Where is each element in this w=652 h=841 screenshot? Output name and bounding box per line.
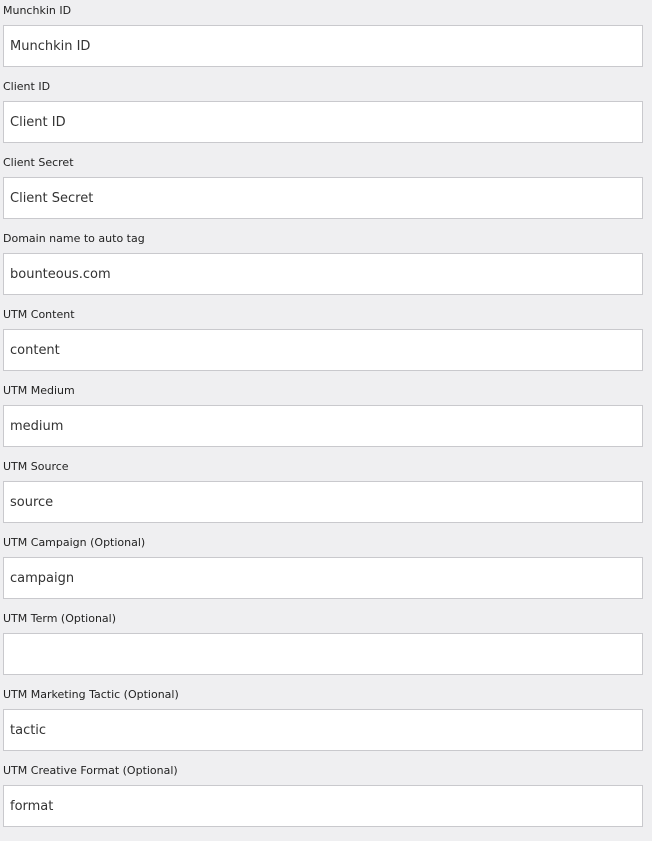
munchkin-id-input[interactable] — [3, 25, 643, 67]
utm-term-input[interactable] — [3, 633, 643, 675]
field-client-secret — [3, 152, 643, 228]
utm-creative-format-input[interactable] — [3, 785, 643, 827]
utm-campaign-input[interactable] — [3, 557, 643, 599]
field-utm-content — [3, 304, 643, 380]
utm-source-input[interactable] — [3, 481, 643, 523]
client-id-input[interactable] — [3, 101, 643, 143]
client-secret-label: Client Secret — [3, 156, 74, 169]
utm-medium-label: UTM Medium — [3, 384, 75, 397]
client-secret-input[interactable] — [3, 177, 643, 219]
utm-creative-format-label: UTM Creative Format (Optional) — [3, 764, 178, 777]
domain-name-input[interactable] — [3, 253, 643, 295]
settings-form — [3, 0, 643, 836]
utm-marketing-tactic-input[interactable] — [3, 709, 643, 751]
utm-source-label: UTM Source — [3, 460, 69, 473]
domain-name-label: Domain name to auto tag — [3, 232, 145, 245]
utm-marketing-tactic-label: UTM Marketing Tactic (Optional) — [3, 688, 179, 701]
field-domain-name — [3, 228, 643, 304]
field-utm-source — [3, 456, 643, 532]
field-utm-campaign — [3, 532, 643, 608]
field-client-id — [3, 76, 643, 152]
utm-campaign-label: UTM Campaign (Optional) — [3, 536, 146, 549]
field-utm-term — [3, 608, 643, 684]
utm-term-label: UTM Term (Optional) — [3, 612, 117, 625]
utm-content-label: UTM Content — [3, 308, 75, 321]
field-munchkin-id — [3, 0, 643, 76]
field-utm-marketing-tactic — [3, 684, 643, 760]
client-id-label: Client ID — [3, 80, 51, 93]
utm-medium-input[interactable] — [3, 405, 643, 447]
field-utm-medium — [3, 380, 643, 456]
utm-content-input[interactable] — [3, 329, 643, 371]
munchkin-id-label: Munchkin ID — [3, 4, 72, 17]
field-utm-creative-format — [3, 760, 643, 836]
